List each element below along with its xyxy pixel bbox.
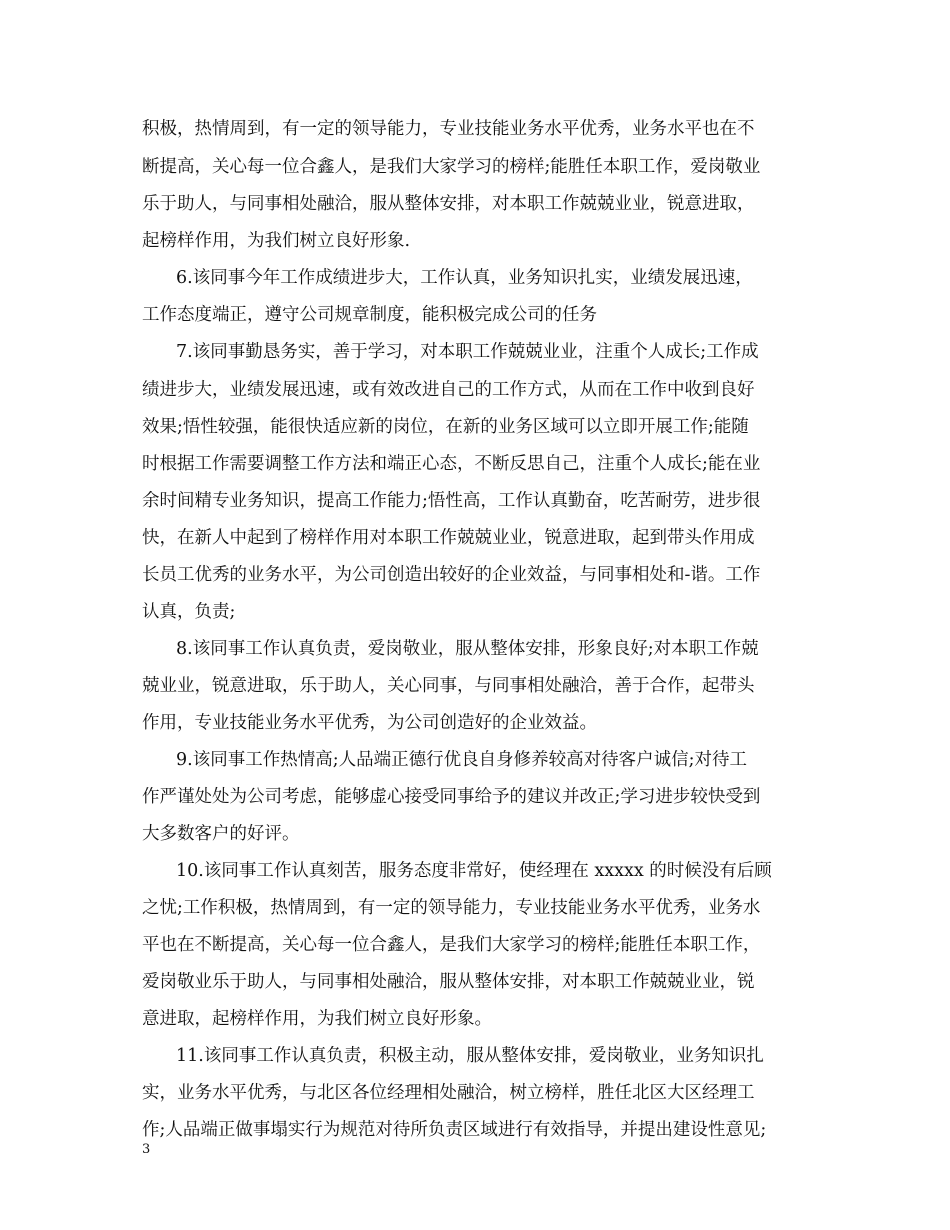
- text-line: 时根据工作需要调整工作方法和端正心态，不断反思自己，注重个人成长;能在业: [142, 454, 761, 474]
- text-line: 作严谨处处为公司考虑，能够虚心接受同事给予的建议并改正;学习进步较快受到: [142, 787, 761, 807]
- text-line: 意进取，起榜样作用，为我们树立良好形象。: [142, 1009, 492, 1029]
- paragraph-start-11: 11.该同事工作认真负责，积极主动，服从整体安排，爱岗敬业，业务知识扎: [176, 1046, 764, 1066]
- text-line: 余时间精专业务知识，提高工作能力;悟性高，工作认真勤奋，吃苦耐劳，进步很: [142, 491, 761, 511]
- text-line: 效果;悟性较强，能很快适应新的岗位，在新的业务区域可以立即开展工作;能随: [142, 417, 749, 437]
- text-line: 乐于助人，与同事相处融洽，服从整体安排，对本职工作兢兢业业，锐意进取，: [142, 194, 755, 214]
- text-line: 断提高，关心每一位合鑫人，是我们大家学习的榜样;能胜任本职工作，爱岗敬业: [142, 157, 761, 177]
- page-number: 3: [142, 1142, 151, 1157]
- text-line: 平也在不断提高，关心每一位合鑫人，是我们大家学习的榜样;能胜任本职工作，: [142, 935, 761, 955]
- text-line: 实，业务水平优秀，与北区各位经理相处融洽，树立榜样，胜任北区大区经理工: [142, 1083, 755, 1103]
- paragraph-start-10: 10.该同事工作认真刻苦，服务态度非常好，使经理在 xxxxx 的时候没有后顾: [176, 861, 772, 881]
- text-line: 认真，负责;: [142, 602, 236, 622]
- paragraph-start-7: 7.该同事勤恳务实，善于学习，对本职工作兢兢业业，注重个人成长;工作成: [176, 342, 759, 362]
- text-line: 长员工优秀的业务水平，为公司创造出较好的企业效益，与同事相处和-谐。工作: [142, 565, 761, 585]
- text-line: 兢业业，锐意进取，乐于助人，关心同事，与同事相处融洽，善于合作，起带头: [142, 676, 755, 696]
- text-line: 之忧;工作积极，热情周到，有一定的领导能力，专业技能业务水平优秀，业务水: [142, 898, 761, 918]
- text-line: 作用，专业技能业务水平优秀，为公司创造好的企业效益。: [142, 713, 597, 733]
- paragraph-start-9: 9.该同事工作热情高;人品端正德行优良自身修养较高对待客户诚信;对待工: [176, 750, 747, 770]
- text-line: 绩进步大，业绩发展迅速，或有效改进自己的工作方式，从而在工作中收到良好: [142, 380, 755, 400]
- text-line: 积极，热情周到，有一定的领导能力，专业技能业务水平优秀，业务水平也在不: [142, 119, 755, 139]
- text-line: 大多数客户的好评。: [142, 824, 300, 844]
- text-line: 快，在新人中起到了榜样作用对本职工作兢兢业业，锐意进取，起到带头作用成: [142, 528, 755, 548]
- paragraph-start-6: 6.该同事今年工作成绩进步大，工作认真，业务知识扎实，业绩发展迅速，: [176, 268, 753, 288]
- text-line: 爱岗敬业乐于助人，与同事相处融洽，服从整体安排，对本职工作兢兢业业，锐: [142, 972, 755, 992]
- text-line: 作;人品端正做事塌实行为规范对待所负责区域进行有效指导，并提出建设性意见;: [142, 1120, 767, 1140]
- paragraph-start-8: 8.该同事工作认真负责，爱岗敬业，服从整体安排，形象良好;对本职工作兢: [176, 639, 759, 659]
- text-line: 工作态度端正，遵守公司规章制度，能积极完成公司的任务: [142, 305, 597, 325]
- text-line: 起榜样作用，为我们树立良好形象.: [142, 231, 411, 251]
